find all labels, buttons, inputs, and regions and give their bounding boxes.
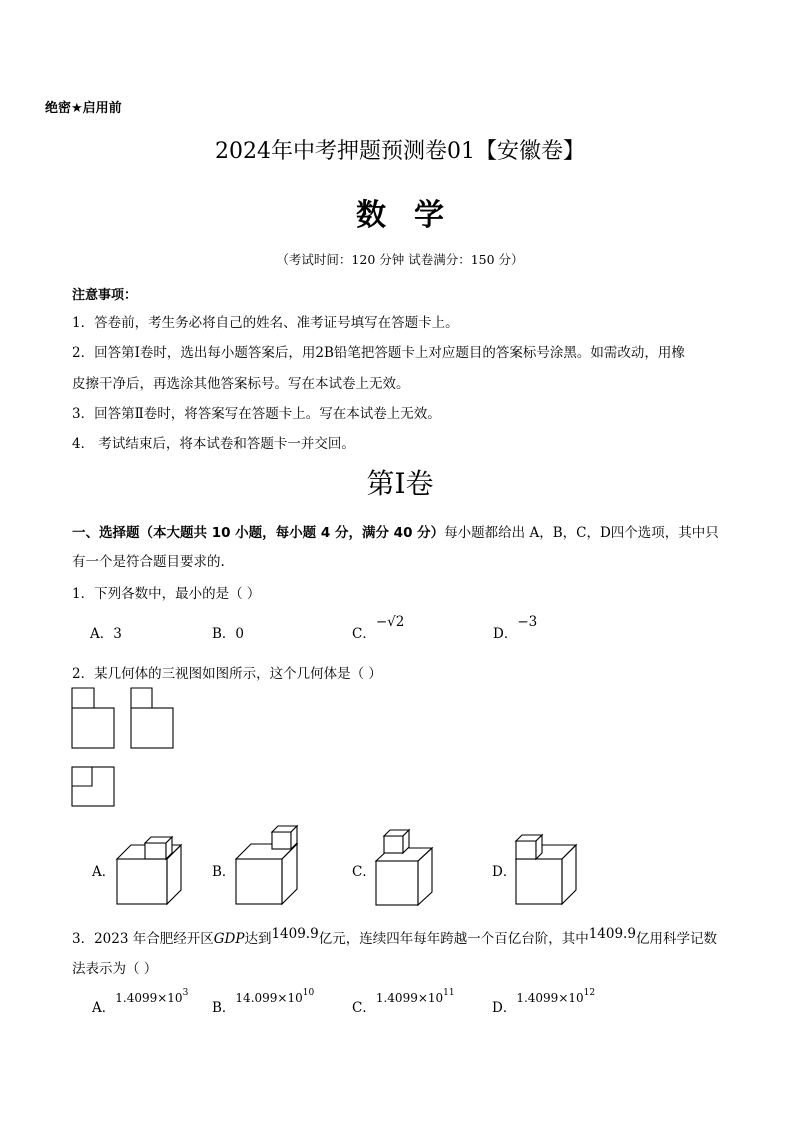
q1-option-d-value: −3 xyxy=(517,614,538,630)
q3-stem-line1 xyxy=(72,927,717,947)
q3-gdp: GDP xyxy=(213,931,245,947)
solid-a xyxy=(117,837,181,904)
q3-option-d-value xyxy=(516,988,596,1005)
q2-option-a: A． xyxy=(92,864,116,880)
q3-option-c-label: C． xyxy=(352,1000,376,1016)
volume-title: 第Ⅰ卷 xyxy=(366,467,434,500)
q3-option-b xyxy=(212,988,315,1016)
notice-heading: 注意事项： xyxy=(72,288,138,303)
notice-item: 3．回答第Ⅱ卷时，将答案写在答题卡上。写在本试卷上无效。 xyxy=(72,406,441,422)
subject-title: 数学 xyxy=(356,198,472,233)
q2-option-c: C． xyxy=(352,864,376,880)
notice-item: 2．回答第Ⅰ卷时，选出每小题答案后，用2B铅笔把答题卡上对应题目的答案标号涂黑。如需改动，用橡 xyxy=(72,345,685,361)
q1-option-c-label: C． xyxy=(352,626,376,642)
q1-stem: 1．下列各数中，最小的是（ ） xyxy=(72,586,261,602)
q3-option-c xyxy=(352,988,455,1016)
q3-option-a-label: A． xyxy=(92,1000,116,1016)
q3-option-d xyxy=(492,988,596,1016)
solid-c xyxy=(376,830,432,905)
notice-item: 1．答卷前，考生务必将自己的姓名、准考证号填写在答题卡上。 xyxy=(72,315,459,331)
exam-time-info: （考试时间：120 分钟 试卷满分：150 分） xyxy=(276,252,524,267)
section-heading-bold: 一、选择题（本大题共 10 小题，每小题 4 分，满分 40 分） xyxy=(72,525,445,541)
q2-stem: 2．某几何体的三视图如图所示，这个几何体是（ ） xyxy=(72,666,382,682)
q3-option-b-value xyxy=(235,988,315,1005)
secret-label: 绝密★启用前 xyxy=(45,101,122,116)
q3-stem-part1: 3．2023 年合肥经开区 xyxy=(72,931,214,947)
q3-value2: 1409.9 xyxy=(588,926,636,942)
q1-option-a: A．3 xyxy=(90,626,122,642)
solid-b xyxy=(236,826,297,904)
q1-option-d-label: D． xyxy=(493,626,518,642)
q3-option-c-exp: 11 xyxy=(443,988,455,998)
q3-option-c-mantissa: 1.4099×10 xyxy=(375,991,444,1005)
q3-option-d-exp: 12 xyxy=(583,988,596,998)
q3-value: 1409.9 xyxy=(271,926,319,942)
q3-option-a-value xyxy=(115,988,189,1005)
q1-option-c-value: −√2 xyxy=(375,614,405,630)
q2-option-b: B． xyxy=(212,864,236,880)
section-heading-rest: 每小题都给出 A，B，C，D四个选项，其中只 xyxy=(444,525,719,541)
notice-item: 皮擦干净后，再选涂其他答案标号。写在本试卷上无效。 xyxy=(72,376,410,392)
q2-option-d: D． xyxy=(492,864,517,880)
q3-option-b-mantissa: 14.099×10 xyxy=(235,991,303,1005)
q3-stem-part4: 亿用科学记数 xyxy=(635,931,717,947)
q3-option-b-exp: 10 xyxy=(302,988,315,998)
solid-d xyxy=(516,835,576,904)
exam-title: 2024年中考押题预测卷01【安徽卷】 xyxy=(215,139,585,164)
q3-option-a-mantissa: 1.4099×10 xyxy=(115,991,183,1005)
q3-stem-line2: 法表示为（ ） xyxy=(72,961,158,977)
q3-option-a xyxy=(92,988,189,1016)
q3-option-b-label: B． xyxy=(212,1000,236,1016)
q3-stem-part3: 亿元，连续四年每年跨越一个百亿台阶，其中 xyxy=(318,931,589,947)
q3-option-c-value xyxy=(375,988,455,1005)
section-heading-line2: 有一个是符合题目要求的. xyxy=(72,554,225,570)
q3-option-d-mantissa: 1.4099×10 xyxy=(516,991,584,1005)
q3-stem-part2: 达到 xyxy=(244,931,272,947)
q3-option-d-label: D． xyxy=(492,1000,517,1016)
q1-option-b: B．0 xyxy=(212,626,245,642)
q3-option-a-exp: 3 xyxy=(182,988,189,998)
notice-item: 4． 考试结束后，将本试卷和答题卡一并交回。 xyxy=(72,436,355,452)
